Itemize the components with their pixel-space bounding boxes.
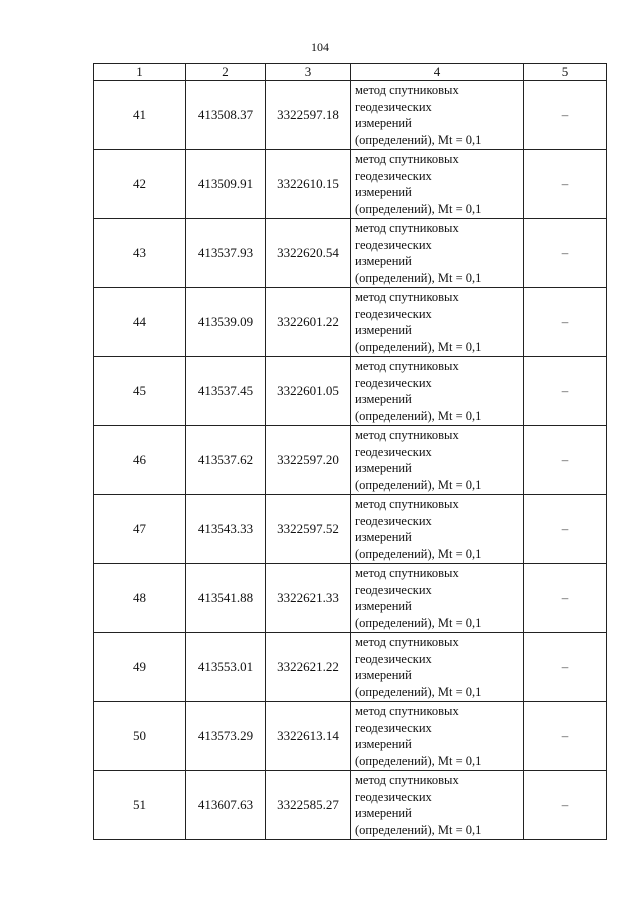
method-line: измерений (355, 185, 412, 199)
note-cell: – (524, 357, 607, 426)
method-line: измерений (355, 116, 412, 130)
x-coordinate-cell: 413607.63 (186, 771, 266, 840)
table-row (94, 771, 607, 840)
method-line: измерений (355, 323, 412, 337)
table-row (94, 564, 607, 633)
column-header-2: 2 (186, 64, 266, 81)
method-line: геодезических (355, 513, 432, 528)
page-number: 104 (311, 40, 329, 54)
y-coordinate-cell: 3322597.18 (266, 81, 351, 150)
method-line: геодезических (355, 582, 432, 597)
table-header-row (94, 64, 607, 81)
method-line: (определений), Mt = 0,1 (355, 408, 482, 423)
method-line: геодезических (355, 789, 432, 804)
y-coordinate-cell: 3322597.52 (266, 495, 351, 564)
point-number-cell: 45 (94, 357, 186, 426)
method-line: геодезических (355, 651, 432, 666)
table-row (94, 633, 607, 702)
method-line: геодезических (355, 99, 432, 114)
method-line: измерений (355, 254, 412, 268)
point-number-cell: 48 (94, 564, 186, 633)
x-coordinate-cell: 413537.62 (186, 426, 266, 495)
method-cell (351, 357, 524, 426)
method-line: метод спутниковых (355, 290, 459, 304)
point-number-cell: 43 (94, 219, 186, 288)
method-cell (351, 219, 524, 288)
method-line: (определений), Mt = 0,1 (355, 615, 482, 630)
table-row (94, 288, 607, 357)
x-coordinate-cell: 413543.33 (186, 495, 266, 564)
note-cell: – (524, 81, 607, 150)
method-line: метод спутниковых (355, 83, 459, 97)
x-coordinate-cell: 413553.01 (186, 633, 266, 702)
table-row (94, 426, 607, 495)
note-cell: – (524, 288, 607, 357)
column-header-4: 4 (351, 64, 524, 81)
note-cell: – (524, 150, 607, 219)
x-coordinate-cell: 413509.91 (186, 150, 266, 219)
method-line: метод спутниковых (355, 704, 459, 718)
x-coordinate-cell: 413508.37 (186, 81, 266, 150)
point-number-cell: 49 (94, 633, 186, 702)
point-number-cell: 50 (94, 702, 186, 771)
table-row (94, 81, 607, 150)
method-line: (определений), Mt = 0,1 (355, 822, 482, 837)
method-line: измерений (355, 806, 412, 820)
y-coordinate-cell: 3322601.05 (266, 357, 351, 426)
method-line: геодезических (355, 444, 432, 459)
method-cell (351, 81, 524, 150)
method-cell (351, 633, 524, 702)
x-coordinate-cell: 413573.29 (186, 702, 266, 771)
method-cell (351, 702, 524, 771)
method-line: измерений (355, 668, 412, 682)
method-line: (определений), Mt = 0,1 (355, 684, 482, 699)
note-cell: – (524, 771, 607, 840)
y-coordinate-cell: 3322621.22 (266, 633, 351, 702)
x-coordinate-cell: 413537.45 (186, 357, 266, 426)
note-cell: – (524, 426, 607, 495)
method-line: геодезических (355, 306, 432, 321)
method-cell (351, 150, 524, 219)
method-line: метод спутниковых (355, 497, 459, 511)
method-cell (351, 564, 524, 633)
column-header-5: 5 (524, 64, 607, 81)
y-coordinate-cell: 3322613.14 (266, 702, 351, 771)
point-number-cell: 46 (94, 426, 186, 495)
y-coordinate-cell: 3322585.27 (266, 771, 351, 840)
table-row (94, 495, 607, 564)
method-line: метод спутниковых (355, 221, 459, 235)
x-coordinate-cell: 413539.09 (186, 288, 266, 357)
method-line: (определений), Mt = 0,1 (355, 546, 482, 561)
method-line: геодезических (355, 168, 432, 183)
method-line: геодезических (355, 237, 432, 252)
method-line: метод спутниковых (355, 359, 459, 373)
method-line: измерений (355, 392, 412, 406)
y-coordinate-cell: 3322597.20 (266, 426, 351, 495)
y-coordinate-cell: 3322621.33 (266, 564, 351, 633)
method-line: (определений), Mt = 0,1 (355, 753, 482, 768)
method-line: (определений), Mt = 0,1 (355, 270, 482, 285)
method-line: метод спутниковых (355, 152, 459, 166)
method-line: измерений (355, 461, 412, 475)
point-number-cell: 51 (94, 771, 186, 840)
point-number-cell: 47 (94, 495, 186, 564)
method-cell (351, 495, 524, 564)
table-row (94, 702, 607, 771)
method-line: измерений (355, 530, 412, 544)
coordinates-table (93, 63, 607, 840)
note-cell: – (524, 702, 607, 771)
method-line: метод спутниковых (355, 773, 459, 787)
point-number-cell: 42 (94, 150, 186, 219)
method-line: (определений), Mt = 0,1 (355, 201, 482, 216)
point-number-cell: 44 (94, 288, 186, 357)
table-row (94, 357, 607, 426)
column-header-3: 3 (266, 64, 351, 81)
method-line: геодезических (355, 375, 432, 390)
method-line: (определений), Mt = 0,1 (355, 339, 482, 354)
y-coordinate-cell: 3322601.22 (266, 288, 351, 357)
method-line: измерений (355, 599, 412, 613)
method-cell (351, 771, 524, 840)
note-cell: – (524, 564, 607, 633)
method-line: (определений), Mt = 0,1 (355, 132, 482, 147)
note-cell: – (524, 495, 607, 564)
method-line: метод спутниковых (355, 635, 459, 649)
note-cell: – (524, 633, 607, 702)
method-cell (351, 288, 524, 357)
method-line: метод спутниковых (355, 566, 459, 580)
table-body (94, 81, 607, 840)
note-cell: – (524, 219, 607, 288)
table-row (94, 150, 607, 219)
method-line: геодезических (355, 720, 432, 735)
method-cell (351, 426, 524, 495)
y-coordinate-cell: 3322610.15 (266, 150, 351, 219)
point-number-cell: 41 (94, 81, 186, 150)
table-row (94, 219, 607, 288)
method-line: метод спутниковых (355, 428, 459, 442)
column-header-1: 1 (94, 64, 186, 81)
x-coordinate-cell: 413537.93 (186, 219, 266, 288)
method-line: (определений), Mt = 0,1 (355, 477, 482, 492)
x-coordinate-cell: 413541.88 (186, 564, 266, 633)
y-coordinate-cell: 3322620.54 (266, 219, 351, 288)
method-line: измерений (355, 737, 412, 751)
